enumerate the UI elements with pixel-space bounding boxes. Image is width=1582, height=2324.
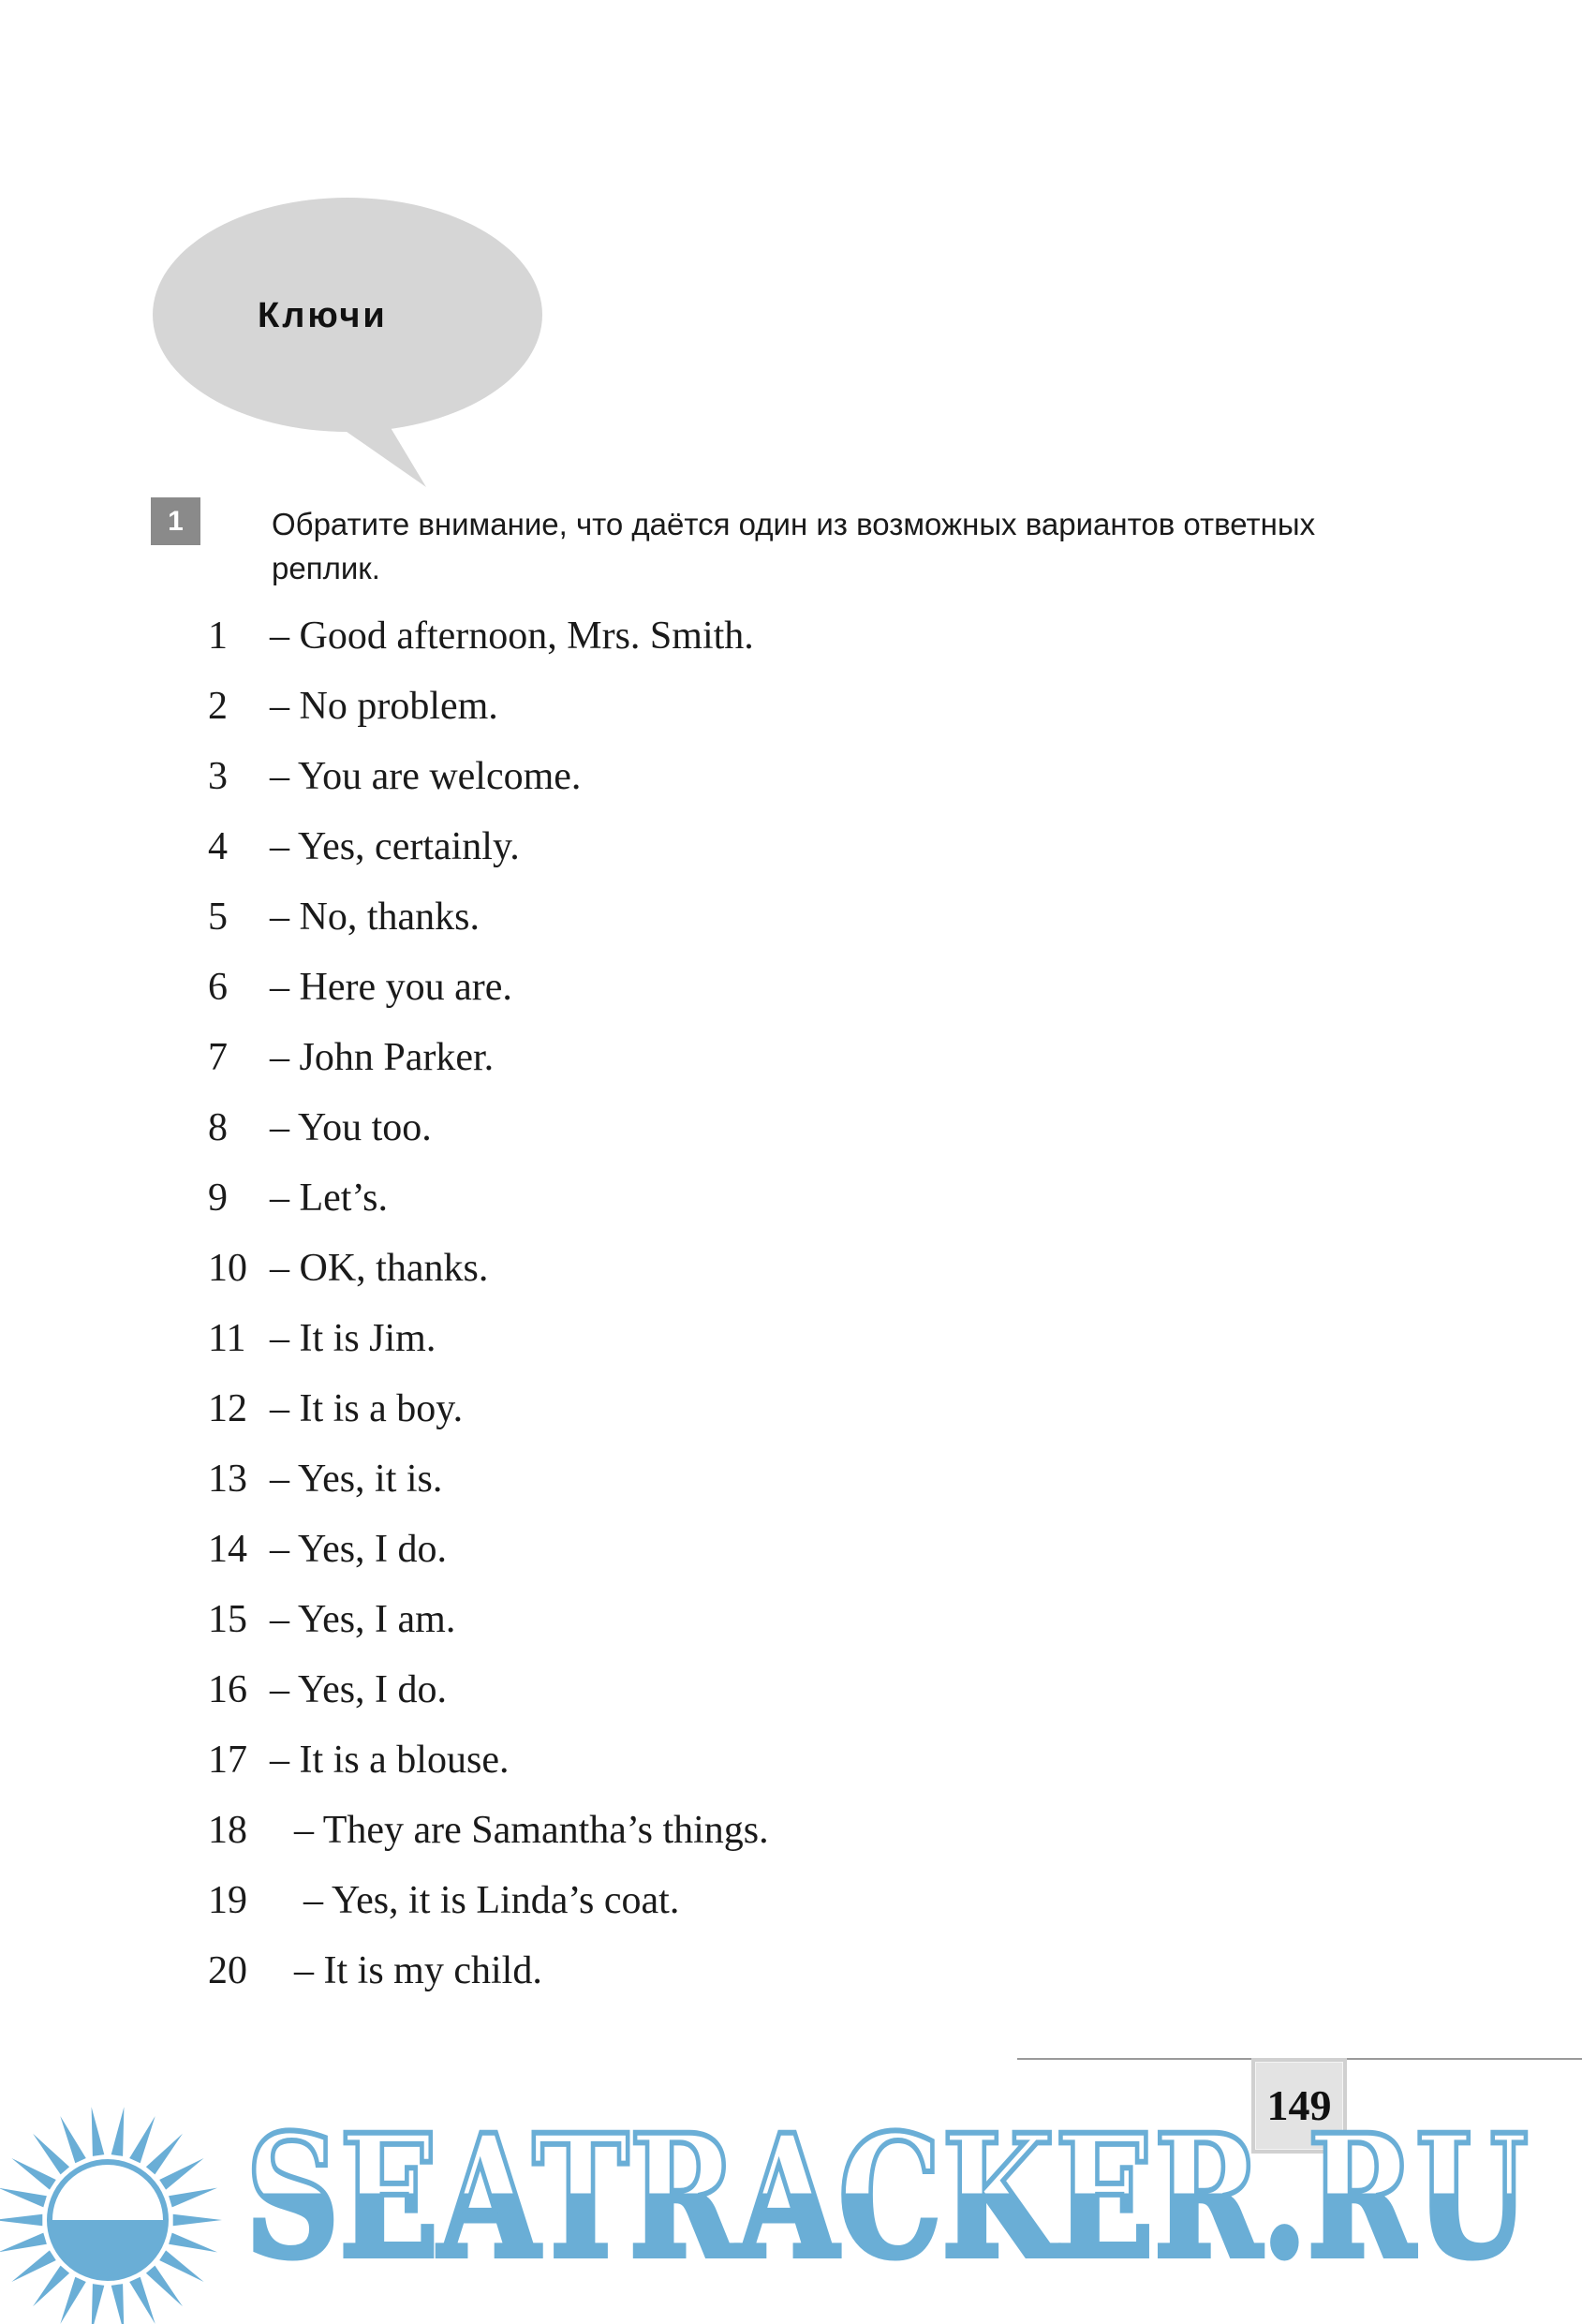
answer-item (208, 1801, 769, 1872)
answer-text: – Yes, it is. (270, 1458, 443, 1501)
sun-ray (146, 2134, 183, 2175)
answer-text: – Yes, I am. (270, 1598, 456, 1641)
sun-ray (11, 2250, 55, 2282)
sun-ray (92, 2107, 105, 2156)
answer-number: 3 (208, 755, 228, 798)
sun-ray (169, 2188, 217, 2208)
answer-number: 19 (208, 1879, 247, 1922)
answer-number: 13 (208, 1458, 247, 1501)
sun-ray (0, 2188, 47, 2208)
sun-ray (169, 2233, 217, 2253)
answer-text: – No, thanks. (270, 896, 480, 939)
sun-ray (60, 2116, 86, 2163)
sun-ray (33, 2134, 69, 2175)
sun-ray (11, 2158, 55, 2190)
answer-item (208, 1380, 769, 1450)
answer-item (208, 888, 769, 958)
answer-text: – It is my child. (294, 1949, 542, 1992)
sun-ray (129, 2116, 155, 2163)
answer-number: 2 (208, 685, 228, 728)
answer-item (208, 1942, 769, 2012)
answer-item (208, 958, 769, 1029)
sun-ray (173, 2214, 222, 2227)
answer-text: – They are Samantha’s things. (294, 1809, 769, 1852)
sun-ray (0, 2214, 42, 2227)
answer-item (208, 748, 769, 818)
answer-item (208, 818, 769, 888)
answer-number: 18 (208, 1809, 247, 1852)
answer-item (208, 1591, 769, 1661)
answer-number: 6 (208, 966, 228, 1009)
answer-number: 4 (208, 825, 228, 868)
answer-number: 5 (208, 896, 228, 939)
answer-item (208, 1029, 769, 1099)
answer-number: 1 (208, 614, 228, 658)
sun-ray (111, 2107, 125, 2156)
answer-text: – You are welcome. (270, 755, 582, 798)
answer-text: – It is a boy. (270, 1387, 464, 1430)
answer-item (208, 1239, 769, 1310)
answer-number: 15 (208, 1598, 247, 1641)
answer-item (208, 1310, 769, 1380)
answer-text: – It is a blouse. (270, 1739, 510, 1782)
answer-item (208, 1169, 769, 1239)
sun-ray (159, 2158, 203, 2190)
sun-ray (60, 2277, 86, 2324)
answer-number: 12 (208, 1387, 247, 1430)
answer-text: – John Parker. (270, 1036, 495, 1079)
exercise-note: Обратите внимание, что даётся один из возможных вариантов ответных реплик. (272, 507, 1316, 585)
sun-ray (111, 2284, 125, 2324)
answer-text: – Yes, I do. (270, 1528, 448, 1571)
answer-text: – OK, thanks. (270, 1247, 489, 1290)
exercise-number-badge: 1 (151, 497, 200, 545)
answer-number: 16 (208, 1668, 247, 1711)
sun-ray (33, 2266, 69, 2307)
sun-ray (129, 2277, 155, 2324)
answer-item (208, 607, 769, 677)
answer-text: – Here you are. (270, 966, 512, 1009)
section-title: Ключи (258, 296, 388, 335)
answer-item (208, 1520, 769, 1591)
watermark-text (245, 2117, 1557, 2276)
answer-item (208, 1450, 769, 1520)
answer-text: – It is Jim. (270, 1317, 436, 1360)
answer-number: 20 (208, 1949, 247, 1992)
answer-text: – You too. (270, 1106, 432, 1149)
answer-item (208, 1099, 769, 1169)
answer-text: – Let’s. (270, 1177, 388, 1220)
answer-number: 10 (208, 1247, 247, 1290)
answer-list (208, 607, 769, 2012)
sun-ray (0, 2233, 47, 2253)
answer-text: – No problem. (270, 685, 498, 728)
watermark-label: SEATRACKER.RU (245, 2117, 1529, 2276)
answer-number: 8 (208, 1106, 228, 1149)
sun-ray (146, 2266, 183, 2307)
answer-text: – Yes, certainly. (270, 825, 520, 868)
answer-item (208, 1661, 769, 1731)
answer-text: – Yes, I do. (270, 1668, 448, 1711)
answer-number: 7 (208, 1036, 228, 1079)
answer-number: 17 (208, 1739, 247, 1782)
answer-text: – Yes, it is Linda’s coat. (303, 1879, 680, 1922)
answer-text: – Good afternoon, Mrs. Smith. (270, 614, 754, 658)
answer-number: 9 (208, 1177, 228, 1220)
answer-number: 14 (208, 1528, 247, 1571)
sun-ray (92, 2284, 105, 2324)
answer-item (208, 1872, 769, 1942)
answer-number: 11 (208, 1317, 246, 1360)
sun-icon (0, 2089, 244, 2324)
answer-item (208, 1731, 769, 1801)
sun-ray (159, 2250, 203, 2282)
answer-item (208, 677, 769, 748)
page-number: 149 (1266, 2081, 1332, 2129)
